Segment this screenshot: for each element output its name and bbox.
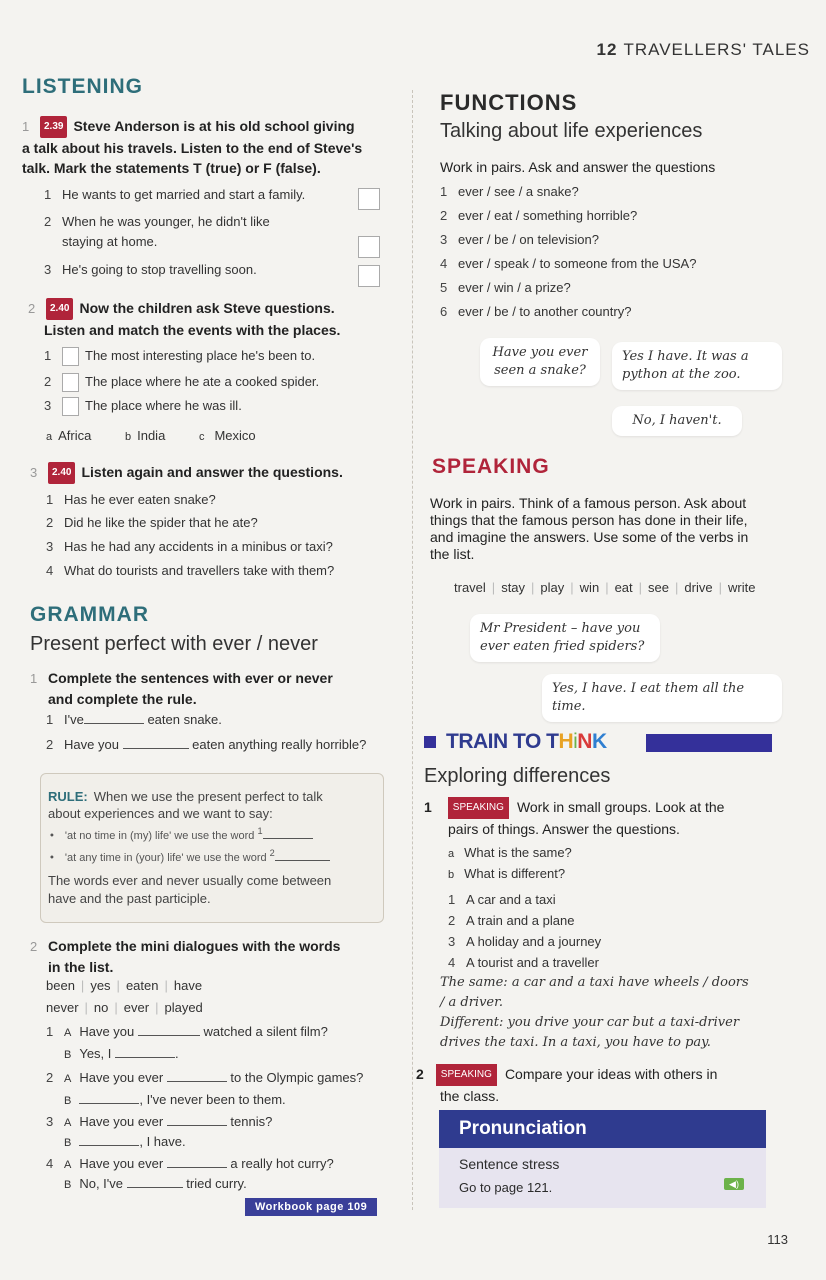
pronunciation-box bbox=[439, 1110, 766, 1196]
word-list: never | no | ever | played bbox=[46, 1000, 203, 1015]
question-item: a What is the same? bbox=[448, 845, 572, 860]
match-item: 3 The place where he was ill. bbox=[44, 397, 242, 416]
list-item: 1 He wants to get married and start a family. bbox=[44, 187, 306, 202]
pair-item: 1 A car and a taxi bbox=[448, 892, 556, 907]
instruction-line: Steve Anderson is at his old school giving bbox=[73, 118, 355, 134]
audio-track-badge[interactable]: 2.39 bbox=[40, 116, 67, 138]
true-false-box[interactable] bbox=[358, 236, 380, 258]
title-bar-right bbox=[646, 734, 772, 752]
pair-item: 4 A tourist and a traveller bbox=[448, 955, 599, 970]
listening-ex3-instruction: 3 2.40 Listen again and answer the questions. bbox=[30, 462, 343, 484]
match-item: 2 The place where he ate a cooked spider. bbox=[44, 373, 319, 392]
answer-box[interactable] bbox=[62, 397, 79, 416]
gap-blank[interactable] bbox=[167, 1081, 227, 1082]
train-subtitle: Exploring differences bbox=[424, 765, 611, 787]
example-answer: Different: you drive your car but a taxi-driver drives the taxi. In a taxi, you have to pay. bbox=[440, 1015, 740, 1050]
example-answer: The same: a car and a taxi have wheels / doors / a driver. bbox=[440, 975, 749, 1010]
gap-blank[interactable] bbox=[275, 860, 330, 861]
true-false-box[interactable] bbox=[358, 188, 380, 210]
unit-header bbox=[597, 40, 810, 60]
ex-number: 1 bbox=[22, 119, 30, 134]
verb-list: travel | stay | play | win | eat | see | drive | write bbox=[454, 580, 756, 595]
speech-bubble: Yes, I have. I eat them all the time. bbox=[542, 674, 782, 722]
grammar-ex1-instruction: 1 Complete the sentences with ever or never and complete the rule. bbox=[30, 670, 333, 707]
unit-number: 12 bbox=[596, 40, 618, 59]
gap-blank[interactable] bbox=[79, 1103, 139, 1104]
gap-blank[interactable] bbox=[138, 1035, 200, 1036]
audio-track-badge[interactable]: 2.40 bbox=[46, 298, 73, 320]
rule-bullet: • 'at any time in (your) life' we use the word $^2$ bbox=[50, 848, 330, 864]
listening-ex1-instruction bbox=[22, 116, 412, 178]
dialogue-line: 4 A Have you ever a really hot curry? bbox=[46, 1156, 334, 1171]
rule-text: The words ever and never usually come between have and the past participle. bbox=[48, 873, 332, 906]
question-item: 2 Did he like the spider that he ate? bbox=[46, 515, 258, 530]
instruction-line: a talk about his travels. Listen to the end of Steve's bbox=[22, 140, 363, 157]
question-item: 3 ever / be / on television? bbox=[440, 232, 599, 247]
pair-item: 2 A train and a plane bbox=[448, 913, 575, 928]
pronunciation-link[interactable]: Go to page 121. bbox=[459, 1180, 553, 1195]
gap-sentence: 2 Have you eaten anything really horrible? bbox=[46, 737, 367, 752]
question-item: 1 Has he ever eaten snake? bbox=[46, 492, 216, 507]
gap-blank[interactable] bbox=[127, 1187, 183, 1188]
question-item: 2 ever / eat / something horrible? bbox=[440, 208, 638, 223]
match-item: 1 The most interesting place he's been to. bbox=[44, 347, 315, 366]
grammar-heading: GRAMMAR bbox=[30, 603, 149, 626]
question-item: 3 Has he had any accidents in a minibus or taxi? bbox=[46, 539, 333, 554]
listening-heading: LISTENING bbox=[22, 75, 144, 98]
functions-heading: FUNCTIONS bbox=[440, 90, 578, 115]
dialogue-line: B , I've never been to them. bbox=[64, 1092, 286, 1107]
speaking-tag: SPEAKING bbox=[436, 1064, 497, 1086]
workbook-link[interactable]: Workbook page 109 bbox=[245, 1198, 377, 1216]
speaking-instruction: Work in pairs. Think of a famous person. Ask about things that the famous person has done in their life, and imagine the answers. Use some of the verbs in the list. bbox=[430, 495, 749, 562]
pair-item: 3 A holiday and a journey bbox=[448, 934, 602, 949]
pronunciation-title: Pronunciation bbox=[439, 1110, 766, 1148]
train-to-think-title: TRAIN TO THiNK bbox=[446, 730, 607, 753]
places-list: a Africa b India c Mexico bbox=[46, 428, 256, 443]
instruction-line: talk. Mark the statements T (true) or F (false). bbox=[22, 160, 321, 177]
grammar-subtitle: Present perfect with ever / never bbox=[30, 633, 318, 655]
column-divider bbox=[412, 90, 413, 1210]
word-list: been | yes | eaten | have bbox=[46, 978, 203, 993]
dialogue-line: 3 A Have you ever tennis? bbox=[46, 1114, 273, 1129]
functions-instruction: Work in pairs. Ask and answer the questions bbox=[440, 159, 716, 175]
gap-blank[interactable] bbox=[115, 1057, 175, 1058]
dialogue-line: B , I have. bbox=[64, 1134, 186, 1149]
listening-ex2-instruction: 2 2.40 Now the children ask Steve questions. Listen and match the events with the places. bbox=[28, 300, 341, 339]
answer-box[interactable] bbox=[62, 347, 79, 366]
question-item: 1 ever / see / a snake? bbox=[440, 184, 579, 199]
gap-blank[interactable] bbox=[84, 723, 144, 724]
train-ex1-instruction: 1 SPEAKING Work in small groups. Look at the pairs of things. Answer the questions. bbox=[424, 799, 725, 838]
gap-blank[interactable] bbox=[123, 748, 189, 749]
dialogue-line: 2 A Have you ever to the Olympic games? bbox=[46, 1070, 364, 1085]
gap-blank[interactable] bbox=[79, 1145, 139, 1146]
question-item: 4 ever / speak / to someone from the USA? bbox=[440, 256, 697, 271]
audio-track-badge[interactable]: 2.40 bbox=[48, 462, 75, 484]
pronunciation-topic: Sentence stress bbox=[459, 1156, 560, 1172]
speaking-heading: SPEAKING bbox=[432, 455, 550, 478]
list-item: 2 When he was younger, he didn't like staying at home. bbox=[44, 214, 270, 249]
rule-text: RULE: When we use the present perfect to talk about experiences and we want to say: bbox=[48, 789, 323, 821]
gap-sentence: 1 I've eaten snake. bbox=[46, 712, 222, 727]
rule-bullet: • 'at no time in (my) life' we use the word $^1$ bbox=[50, 826, 313, 842]
gap-blank[interactable] bbox=[167, 1125, 227, 1126]
speech-bubble: No, I haven't. bbox=[612, 406, 742, 436]
answer-box[interactable] bbox=[62, 373, 79, 392]
grammar-ex2-instruction: 2 Complete the mini dialogues with the words in the list. bbox=[30, 938, 341, 975]
unit-title: TRAVELLERS' TALES bbox=[623, 40, 810, 59]
speech-bubble: Yes I have. It was a python at the zoo. bbox=[612, 342, 782, 390]
train-ex2-instruction: 2 SPEAKING Compare your ideas with others in the class. bbox=[416, 1066, 718, 1105]
dialogue-line: 1 A Have you watched a silent film? bbox=[46, 1024, 328, 1039]
audio-icon[interactable]: ◀) bbox=[724, 1178, 744, 1190]
gap-blank[interactable] bbox=[167, 1167, 227, 1168]
question-item: 4 What do tourists and travellers take with them? bbox=[46, 563, 335, 578]
speech-bubble: Have you ever seen a snake? bbox=[480, 338, 600, 386]
speech-bubble: Mr President – have you ever eaten fried spiders? bbox=[470, 614, 660, 662]
question-item: 5 ever / win / a prize? bbox=[440, 280, 571, 295]
page-number: 113 bbox=[767, 1232, 788, 1247]
gap-blank[interactable] bbox=[263, 838, 313, 839]
question-item: b What is different? bbox=[448, 866, 566, 881]
true-false-box[interactable] bbox=[358, 265, 380, 287]
list-item: 3 He's going to stop travelling soon. bbox=[44, 262, 257, 277]
dialogue-line: B Yes, I . bbox=[64, 1046, 179, 1061]
title-bar-left bbox=[424, 736, 436, 748]
functions-subtitle: Talking about life experiences bbox=[440, 120, 703, 142]
pronunciation-body bbox=[439, 1148, 766, 1208]
question-item: 6 ever / be / to another country? bbox=[440, 304, 632, 319]
dialogue-line: B No, I've tried curry. bbox=[64, 1176, 247, 1191]
speaking-tag: SPEAKING bbox=[448, 797, 509, 819]
